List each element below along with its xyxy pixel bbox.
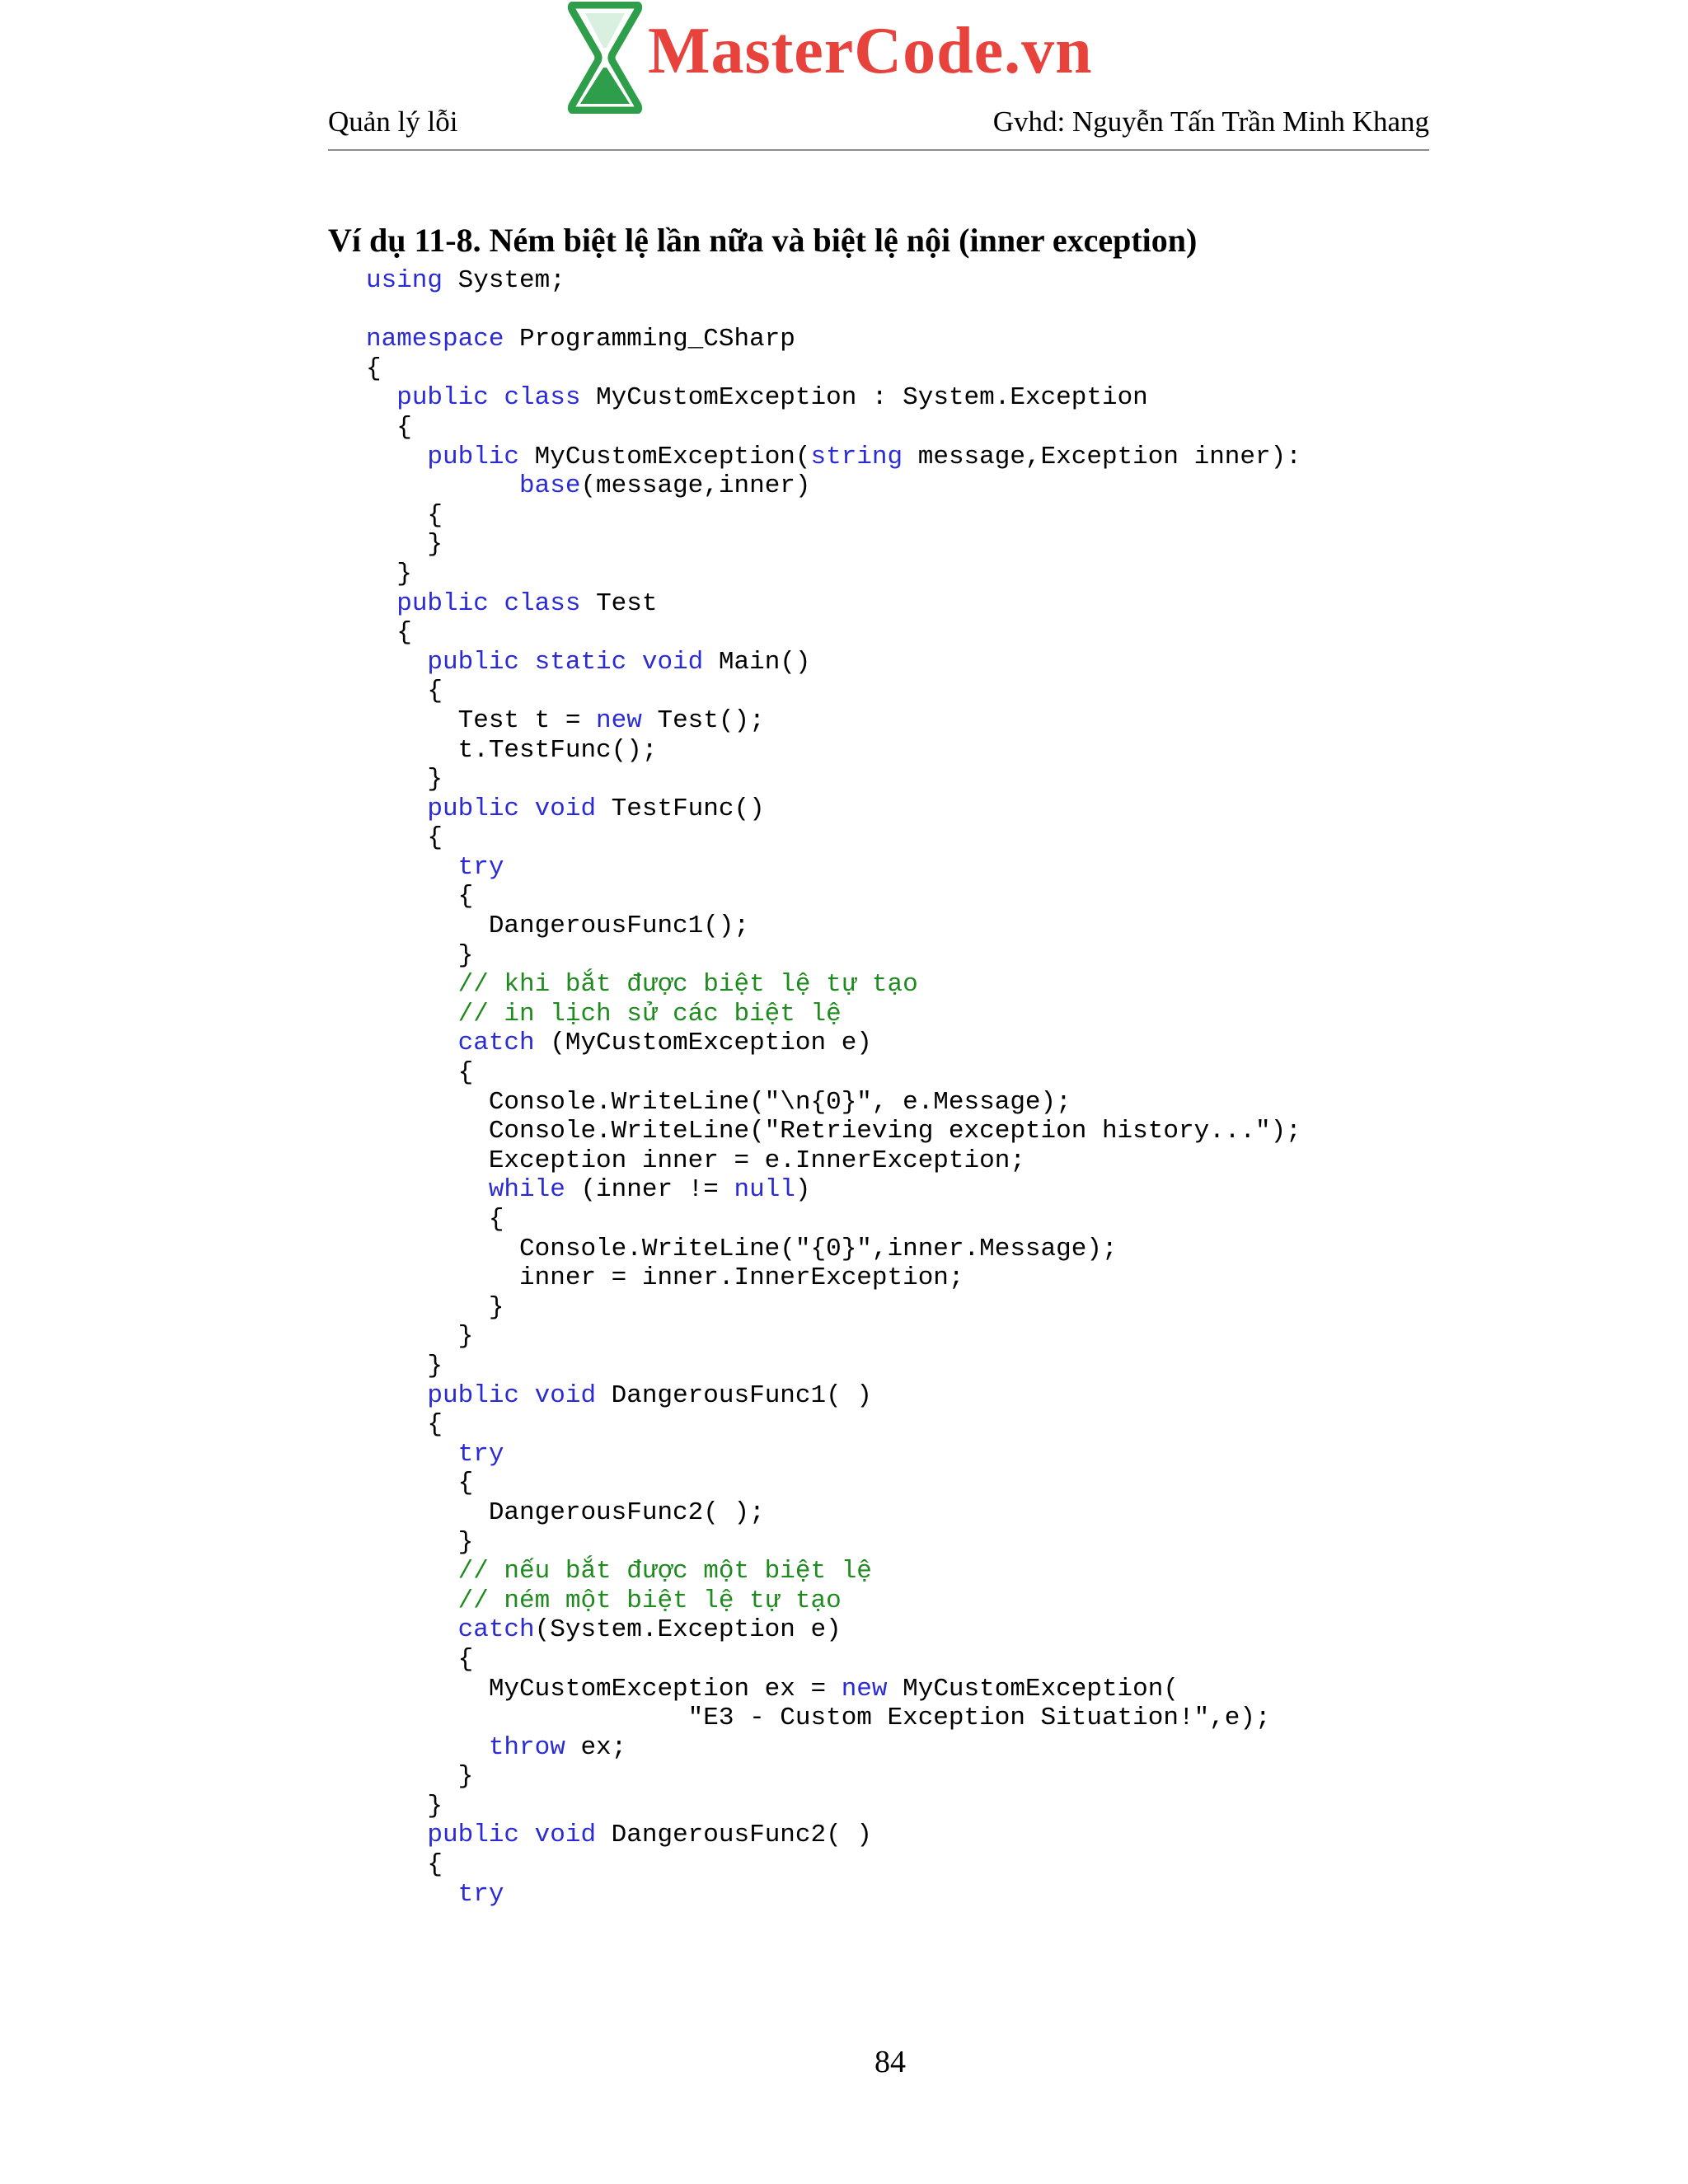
code-keyword: catch bbox=[457, 1029, 535, 1058]
code-text bbox=[366, 1381, 427, 1410]
code-text: } bbox=[366, 1762, 474, 1792]
code-text: (message,inner) bbox=[580, 471, 811, 501]
code-keyword: public static void bbox=[427, 647, 704, 677]
code-line bbox=[366, 1440, 1301, 1469]
code-line bbox=[366, 471, 1301, 501]
code-comment: // nếu bắt được một biệt lệ bbox=[457, 1557, 872, 1586]
code-text: Test(); bbox=[641, 705, 765, 735]
code-text: Main() bbox=[703, 647, 811, 677]
code-text: } bbox=[366, 1791, 443, 1821]
code-keyword: catch bbox=[457, 1615, 535, 1645]
header-instructor: Gvhd: Nguyễn Tấn Trần Minh Khang bbox=[992, 105, 1429, 138]
code-text: } bbox=[366, 765, 443, 794]
code-line bbox=[366, 794, 1301, 824]
code-keyword: new bbox=[596, 705, 642, 735]
code-keyword: using bbox=[366, 266, 443, 295]
code-text: DangerousFunc1( ) bbox=[596, 1380, 872, 1410]
code-text bbox=[366, 1440, 458, 1469]
code-keyword: while bbox=[488, 1175, 565, 1205]
code-line bbox=[366, 912, 1301, 941]
code-text bbox=[366, 853, 458, 882]
code-text bbox=[366, 794, 427, 823]
code-line bbox=[366, 1586, 1301, 1616]
code-line bbox=[366, 530, 1301, 560]
code-line bbox=[366, 443, 1301, 472]
code-text bbox=[366, 1029, 458, 1057]
code-text bbox=[366, 1557, 458, 1586]
code-line bbox=[366, 589, 1301, 619]
code-line bbox=[366, 970, 1301, 1000]
code-text: MyCustomException : System.Exception bbox=[580, 383, 1148, 413]
code-text: (MyCustomException e) bbox=[534, 1029, 872, 1058]
code-text bbox=[366, 1733, 489, 1762]
code-keyword: public void bbox=[427, 1380, 597, 1410]
code-line bbox=[366, 296, 1301, 326]
code-line bbox=[366, 1880, 1301, 1910]
code-text: { bbox=[366, 354, 382, 383]
code-text: DangerousFunc2( ) bbox=[596, 1821, 872, 1850]
code-line bbox=[366, 1528, 1301, 1558]
code-line bbox=[366, 1146, 1301, 1176]
code-line bbox=[366, 1821, 1301, 1850]
mastercode-logo bbox=[565, 0, 645, 115]
code-line bbox=[366, 1293, 1301, 1323]
page-number: 84 bbox=[874, 2045, 906, 2079]
code-text: Console.WriteLine("Retrieving exception history..."); bbox=[366, 1117, 1301, 1146]
code-keyword: public class bbox=[396, 383, 581, 413]
code-text bbox=[366, 1586, 458, 1615]
code-text: { bbox=[366, 1058, 474, 1088]
code-text: MyCustomException( bbox=[887, 1674, 1179, 1704]
code-text: { bbox=[366, 1644, 474, 1674]
code-keyword: try bbox=[457, 1879, 504, 1909]
code-text bbox=[366, 1000, 458, 1029]
code-text: { bbox=[366, 1410, 443, 1440]
code-text: { bbox=[366, 677, 443, 706]
code-line bbox=[366, 560, 1301, 589]
code-text: Programming_CSharp bbox=[504, 325, 795, 354]
code-keyword: namespace bbox=[366, 325, 504, 354]
code-line bbox=[366, 1733, 1301, 1763]
code-text bbox=[366, 970, 458, 999]
code-comment: // in lịch sử các biệt lệ bbox=[457, 999, 842, 1029]
code-line bbox=[366, 1762, 1301, 1792]
code-line bbox=[366, 1117, 1301, 1146]
code-keyword: try bbox=[457, 852, 504, 882]
code-text: } bbox=[366, 1292, 504, 1322]
code-text: "E3 - Custom Exception Situation!",e); bbox=[366, 1704, 1271, 1733]
code-line bbox=[366, 618, 1301, 648]
code-text bbox=[366, 1175, 489, 1204]
code-text: inner = inner.InnerException; bbox=[366, 1263, 964, 1293]
code-text: TestFunc() bbox=[596, 794, 765, 823]
code-text bbox=[366, 383, 396, 412]
code-line bbox=[366, 1792, 1301, 1821]
code-text: t.TestFunc(); bbox=[366, 735, 658, 765]
code-line bbox=[366, 1498, 1301, 1528]
code-text: System; bbox=[443, 266, 565, 295]
code-line bbox=[366, 1410, 1301, 1440]
code-line bbox=[366, 266, 1301, 296]
code-line bbox=[366, 1175, 1301, 1205]
code-text: } bbox=[366, 1527, 474, 1557]
code-line bbox=[366, 1675, 1301, 1704]
code-comment: // ném một biệt lệ tự tạo bbox=[457, 1586, 842, 1615]
code-text: { bbox=[366, 1469, 474, 1498]
code-line bbox=[366, 1645, 1301, 1675]
header-chapter: Quản lý lỗi bbox=[328, 105, 458, 138]
code-text: DangerousFunc2( ); bbox=[366, 1497, 765, 1527]
code-listing bbox=[366, 266, 1301, 1909]
code-text bbox=[366, 1880, 458, 1909]
code-line bbox=[366, 1029, 1301, 1058]
code-keyword: public bbox=[427, 442, 520, 471]
code-text: Console.WriteLine("\n{0}", e.Message); bbox=[366, 1087, 1071, 1117]
code-text: { bbox=[366, 823, 443, 853]
code-line bbox=[366, 1469, 1301, 1498]
code-keyword: try bbox=[457, 1439, 504, 1469]
code-line bbox=[366, 1205, 1301, 1235]
code-text: { bbox=[366, 882, 474, 912]
code-text: { bbox=[366, 1205, 504, 1234]
code-text: message,Exception inner): bbox=[903, 442, 1301, 471]
code-line bbox=[366, 765, 1301, 794]
code-keyword: public void bbox=[427, 794, 597, 823]
code-text: { bbox=[366, 1850, 443, 1880]
code-line bbox=[366, 882, 1301, 912]
code-line bbox=[366, 648, 1301, 677]
code-line bbox=[366, 354, 1301, 384]
code-text bbox=[366, 1821, 427, 1849]
example-title: Ví dụ 11-8. Ném biệt lệ lần nữa và biệt lệ nội (inner exception) bbox=[328, 222, 1198, 259]
code-line bbox=[366, 823, 1301, 853]
code-line bbox=[366, 853, 1301, 883]
code-text: Exception inner = e.InnerException; bbox=[366, 1146, 1025, 1175]
code-line bbox=[366, 1615, 1301, 1645]
code-text: ) bbox=[795, 1175, 811, 1205]
code-line bbox=[366, 413, 1301, 443]
code-text: Test t = bbox=[366, 705, 597, 735]
code-text: { bbox=[366, 500, 443, 530]
code-text: } bbox=[366, 1351, 443, 1380]
code-keyword: public void bbox=[427, 1821, 597, 1850]
code-keyword: base bbox=[519, 471, 581, 501]
code-text: (System.Exception e) bbox=[534, 1615, 842, 1645]
code-line bbox=[366, 383, 1301, 413]
code-comment: // khi bắt được biệt lệ tự tạo bbox=[457, 970, 918, 1000]
header-divider bbox=[328, 149, 1429, 151]
code-text bbox=[366, 648, 427, 677]
code-text: MyCustomException( bbox=[519, 442, 811, 471]
code-text bbox=[366, 1615, 458, 1644]
code-line bbox=[366, 736, 1301, 766]
code-keyword: throw bbox=[488, 1732, 565, 1762]
code-line bbox=[366, 706, 1301, 736]
code-line bbox=[366, 1235, 1301, 1264]
code-line bbox=[366, 1000, 1301, 1029]
code-keyword: null bbox=[734, 1175, 795, 1205]
code-text: DangerousFunc1(); bbox=[366, 912, 750, 941]
logo-text: MasterCode.vn bbox=[648, 15, 1093, 87]
code-text: MyCustomException ex = bbox=[366, 1674, 842, 1704]
code-text: (inner != bbox=[565, 1175, 734, 1205]
code-line bbox=[366, 941, 1301, 971]
code-text bbox=[366, 589, 396, 618]
code-text: } bbox=[366, 559, 412, 588]
code-line bbox=[366, 1557, 1301, 1586]
code-text: { bbox=[366, 412, 412, 442]
code-text: } bbox=[366, 1322, 474, 1352]
code-text bbox=[366, 471, 519, 500]
code-text bbox=[366, 443, 427, 471]
code-text: } bbox=[366, 940, 474, 970]
code-line bbox=[366, 1850, 1301, 1880]
code-keyword: public class bbox=[396, 588, 581, 618]
code-text: { bbox=[366, 618, 412, 648]
code-line bbox=[366, 1088, 1301, 1118]
code-line bbox=[366, 677, 1301, 706]
code-text: Console.WriteLine("{0}",inner.Message); bbox=[366, 1234, 1118, 1263]
code-line bbox=[366, 1381, 1301, 1411]
code-line bbox=[366, 325, 1301, 354]
code-keyword: string bbox=[810, 442, 903, 471]
code-line bbox=[366, 501, 1301, 531]
code-keyword: new bbox=[841, 1674, 888, 1704]
code-text: } bbox=[366, 530, 443, 560]
code-line bbox=[366, 1058, 1301, 1088]
code-text: ex; bbox=[565, 1732, 627, 1762]
code-line bbox=[366, 1322, 1301, 1352]
code-line bbox=[366, 1263, 1301, 1293]
code-line bbox=[366, 1704, 1301, 1733]
code-text: Test bbox=[580, 588, 658, 618]
code-line bbox=[366, 1352, 1301, 1381]
hourglass-icon bbox=[565, 2, 645, 114]
